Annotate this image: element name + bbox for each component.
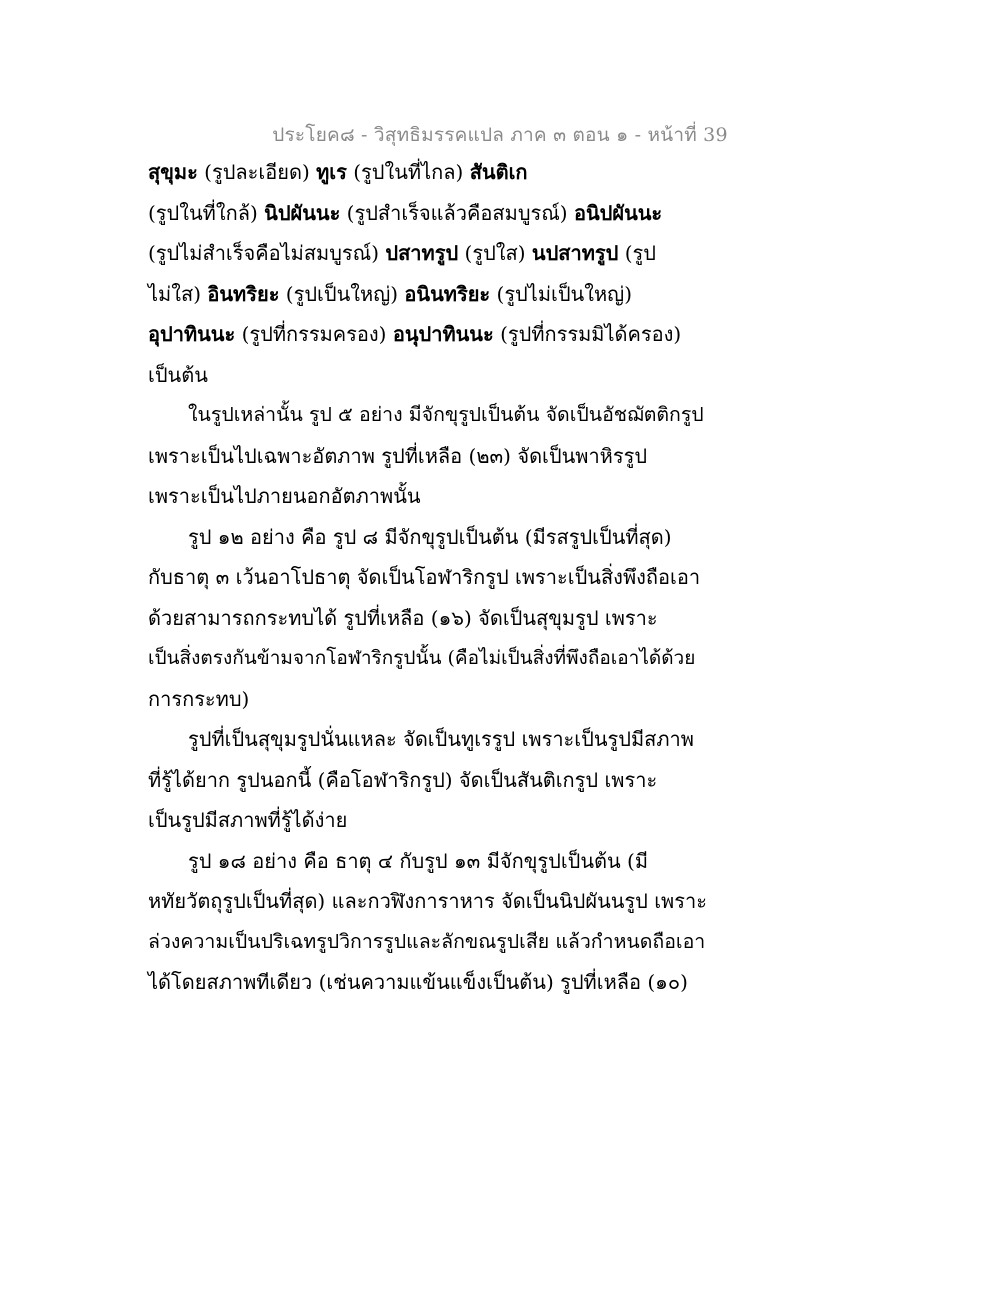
text-segment: รูป ๑๘ อย่าง คือ ธาตุ ๔ กับรูป ๑๓ มีจักขุรูปเป็นต้น (มี: [188, 848, 649, 873]
text-segment: เพราะเป็นไปภายนอกอัตภาพนั้น: [148, 484, 421, 508]
text-segment: ในรูปเหล่านั้น รูป ๕ อย่าง มีจักขุรูปเป็นต้น จัดเป็นอัชฌัตติกรูป: [188, 403, 704, 426]
text-segment: (รูปที่กรรมมิได้ครอง): [493, 322, 682, 346]
text-line: [148, 233, 708, 274]
text-line: [148, 436, 708, 477]
text-segment: ได้โดยสภาพทีเดียว (เช่นความแข้นแข็งเป็นต้น) รูปที่เหลือ (๑๐): [148, 970, 688, 994]
text-segment: เป็นต้น: [148, 362, 208, 387]
text-segment: (รูปในที่ใกล้): [148, 200, 265, 225]
text-segment: เป็นรูปมีสภาพที่รู้ได้ง่าย: [148, 808, 348, 832]
text-line: [148, 638, 708, 679]
bold-term: ปสาทรูป: [385, 241, 459, 265]
bold-term: อนินทริยะ: [404, 281, 491, 306]
text-segment: (รูปเป็นใหญ่): [279, 281, 405, 306]
paragraph-first-line: [148, 719, 708, 760]
text-segment: ที่รู้ได้ยาก รูปนอกนี้ (คือโอฬาริกรูป) จัดเป็นสันติเกรูป เพราะ: [148, 767, 658, 792]
text-line: [148, 881, 708, 922]
text-line: [148, 274, 708, 315]
text-line: [148, 476, 708, 517]
text-segment: รูปที่เป็นสุขุมรูปนั่นแหละ จัดเป็นทูเรรูป เพราะเป็นรูปมีสภาพ: [188, 727, 694, 751]
text-segment: (รูปละเอียด): [197, 160, 317, 184]
text-segment: ไม่ใส): [148, 281, 208, 306]
text-segment: รูป ๑๒ อย่าง คือ รูป ๘ มีจักขุรูปเป็นต้น (มีรสรูปเป็นที่สุด): [188, 524, 672, 549]
text-segment: ด้วยสามารถกระทบได้ รูปที่เหลือ (๑๖) จัดเป็นสุขุมรูป เพราะ: [148, 605, 658, 630]
text-line: [148, 355, 708, 396]
text-segment: การกระทบ): [148, 686, 250, 711]
text-segment: (รูปไม่เป็นใหญ่): [490, 281, 632, 306]
text-line: [148, 557, 708, 598]
paragraph-first-line: [148, 841, 708, 882]
bold-term: นปสาทรูป: [531, 241, 619, 265]
text-line: [148, 314, 708, 355]
page-header: ประโยค๘ - วิสุทธิมรรคแปล ภาค ๓ ตอน ๑ - หน้าที่ 39: [272, 124, 728, 146]
text-segment: (รูปที่กรรมครอง): [235, 322, 393, 346]
text-line: [148, 193, 708, 234]
page-body: [148, 152, 708, 1003]
text-line: [148, 962, 708, 1003]
text-segment: (รูปในที่ไกล): [346, 160, 470, 184]
paragraph-first-line: [148, 395, 708, 436]
text-line: [148, 760, 708, 801]
bold-term: นิปผันนะ: [264, 200, 341, 225]
text-segment: (รูปสำเร็จแล้วคือสมบูรณ์): [340, 200, 574, 225]
bold-term: ทูเร: [316, 160, 347, 184]
text-segment: (รูปไม่สำเร็จคือไม่สมบูรณ์): [148, 241, 386, 265]
text-line: [148, 922, 708, 963]
text-segment: กับธาตุ ๓ เว้นอาโปธาตุ จัดเป็นโอฬาริกรูป เพราะเป็นสิ่งพึงถือเอา: [148, 565, 701, 589]
bold-term: อนุปาทินนะ: [392, 322, 494, 346]
text-segment: ล่วงความเป็นปริเฉทรูปวิการรูปและลักขณรูปเสีย แล้วกำหนดถือเอา: [148, 929, 706, 953]
bold-term: สันติเก: [469, 160, 528, 184]
text-line: [148, 679, 708, 720]
text-segment: เป็นสิ่งตรงกันข้ามจากโอฬาริกรูปนั้น (คือไม่เป็นสิ่งที่พึงถือเอาได้ด้วย: [148, 647, 696, 669]
text-line: [148, 598, 708, 639]
text-segment: (รูปใส): [458, 241, 532, 265]
paragraph-first-line: [148, 517, 708, 558]
bold-term: อินทริยะ: [207, 281, 280, 306]
text-line: [148, 152, 708, 193]
text-segment: หทัยวัตถุรูปเป็นที่สุด) และกวฬิงการาหาร จัดเป็นนิปผันนรูป เพราะ: [148, 889, 707, 913]
text-line: [148, 800, 708, 841]
bold-term: อุปาทินนะ: [148, 322, 236, 346]
text-segment: เพราะเป็นไปเฉพาะอัตภาพ รูปที่เหลือ (๒๓) จัดเป็นพาหิรรูป: [148, 443, 648, 468]
bold-term: สุขุมะ: [148, 160, 198, 184]
text-segment: (รูป: [618, 241, 656, 265]
bold-term: อนิปผันนะ: [573, 200, 663, 225]
